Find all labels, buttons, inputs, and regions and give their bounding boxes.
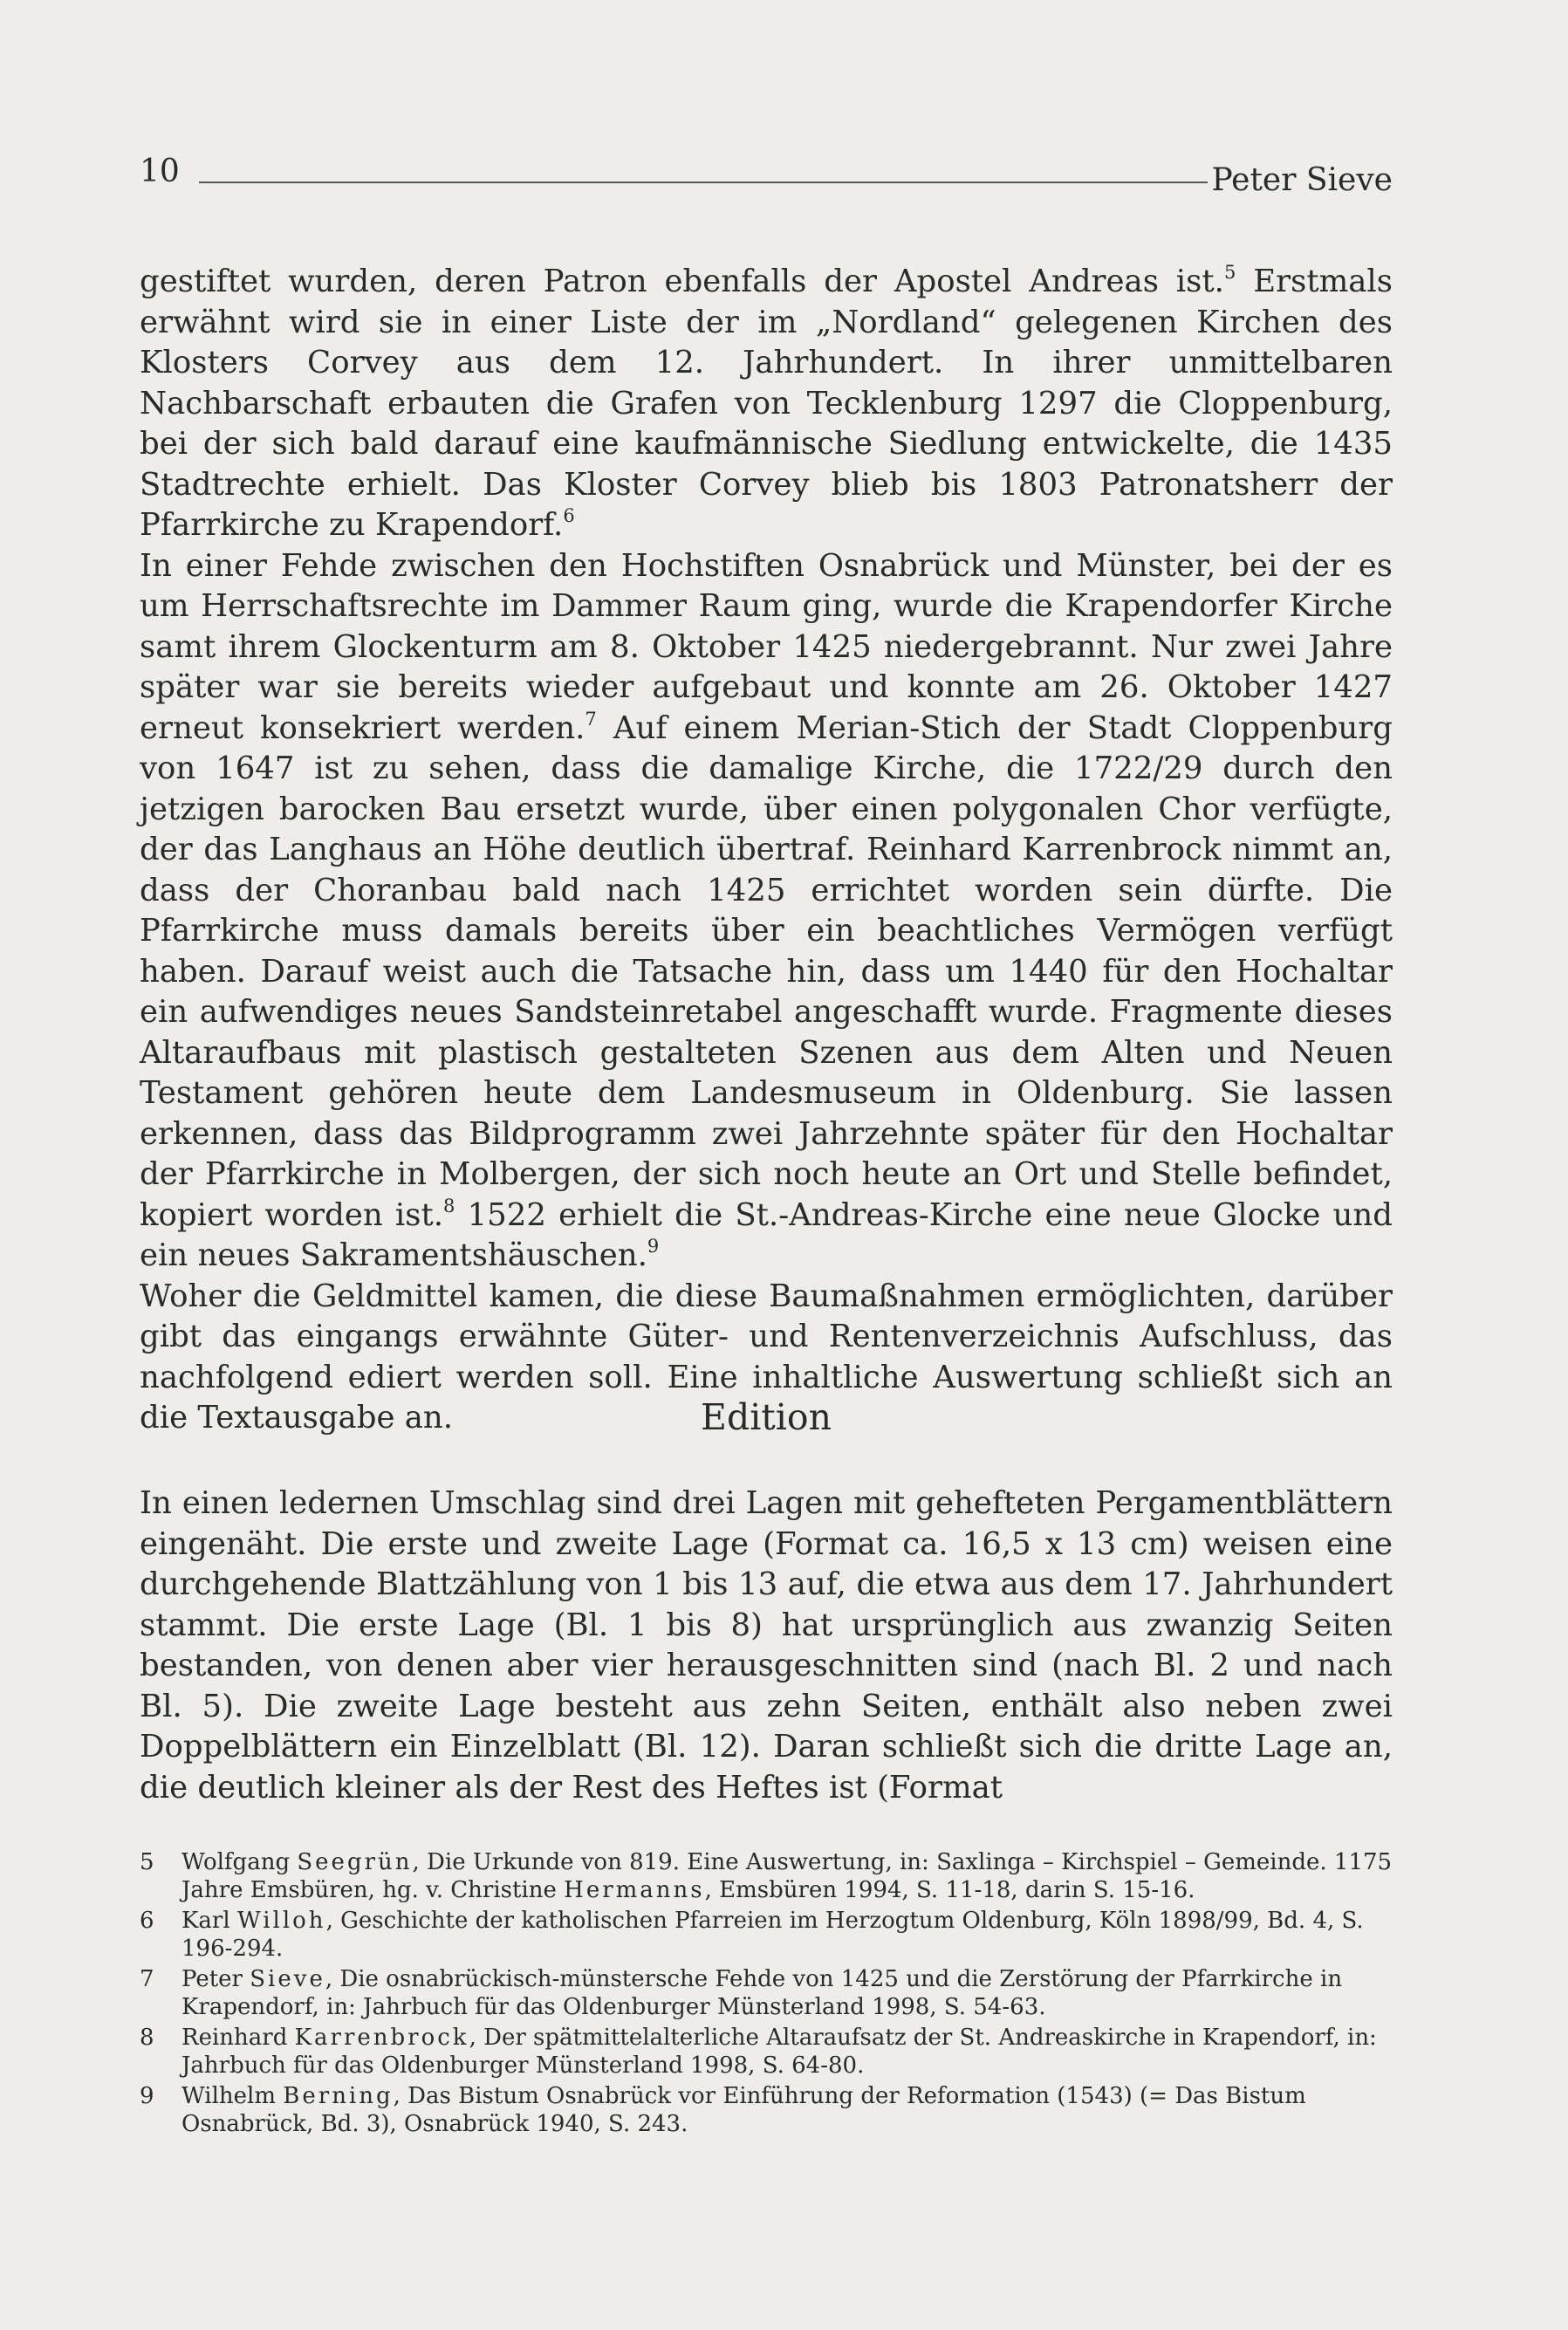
footnote-ref: 6 (563, 505, 575, 526)
fn-part: Wolfgang (181, 1849, 298, 1875)
paragraph-3: Woher die Geldmittel kamen, die diese Baumaßnahmen ermöglichten, darüber gibt das eingangs erwähnte Güter- und Rentenverzeichnis Aufschluss, das nachfolgend ediert werden soll. Eine inhaltliche Auswertung schließt sich an die Textausgabe an. (140, 1278, 1393, 1436)
fn-part: , Geschichte der katholischen Pfarreien im Herzogtum Oldenburg, Köln 1898/99, Bd. 4, S. 196-294. (181, 1908, 1364, 1962)
fn-part: , Das Bistum Osnabrück vor Einführung der Reformation (1543) (= Das Bistum Osnabrück, Bd. 3), Osnabrück 1940, S. 243. (181, 2083, 1306, 2137)
fn-part: , Emsbüren 1994, S. 11-18, darin S. 15-16. (704, 1877, 1195, 1903)
footnote-5 (140, 1848, 1393, 1904)
fn-part: , Der spätmittelalterliche Altaraufsatz der St. Andreaskirche in Krapendorf, in: Jahrbuch für das Oldenburger Münsterland 1998, S. 64-80. (181, 2025, 1377, 2079)
author-name: Karrenbrock (294, 2025, 469, 2051)
edition-paragraph: In einen ledernen Umschlag sind drei Lagen mit gehefteten Pergamentblättern eingenäht. Die erste und zweite Lage (Format ca. 16,5 x 13 cm) weisen eine durchgehende Blattzählung von 1 bis 13 auf, die etwa aus dem 17. Jahrhundert stammt. Die erste Lage (Bl. 1 bis 8) hat ursprünglich aus zwanzig Seiten bestanden, von denen aber vier herausgeschnitten sind (nach Bl. 2 und nach Bl. 5). Die zweite Lage besteht aus zehn Seiten, enthält also neben zwei Doppelblättern ein Einzelblatt (Bl. 12). Daran schließt sich die dritte Lage an, die deutlich kleiner als der Rest des Heftes ist (Format (140, 1485, 1393, 1806)
running-head: Peter Sieve (1211, 162, 1393, 198)
author-name: Seegrün (297, 1849, 413, 1875)
paragraph-1 (140, 262, 1393, 546)
fn-part: Peter (181, 1966, 250, 1992)
page-number: 10 (140, 154, 180, 189)
footnote-9 (140, 2082, 1393, 2138)
edition-text (140, 1484, 1393, 1808)
paragraph-2 (140, 546, 1393, 1277)
footnote-7 (140, 1965, 1393, 2021)
footnote-number: 7 (140, 1966, 154, 1992)
paragraph-text: Auf einem Merian-Stich der Stadt Cloppenburg von 1647 ist zu sehen, dass die damalige Kirche, die 1722/29 durch den jetzigen barocken Bau ersetzt wurde, über einen polygonalen Chor verfügte, der das Langhaus an Höhe deutlich übertraf. Reinhard Karrenbrock nimmt an, dass der Choranbau bald nach 1425 errichtet worden sein dürfte. Die Pfarrkirche muss damals bereits über ein beachtliches Vermögen verfügt haben. Darauf weist auch die Tatsache hin, dass um 1440 für den Hochaltar ein aufwendiges neues Sandsteinretabel angeschafft wurde. Fragmente dieses Altaraufbaus mit plastisch gestalteten Szenen aus dem Alten und Neuen Testament gehören heute dem Landesmuseum in Oldenburg. Sie lassen erkennen, dass das Bildprogramm zwei Jahrzehnte später für den Hochaltar der Pfarrkirche in Molbergen, der sich noch heute an Ort und Stelle befindet, kopiert worden ist. (140, 709, 1393, 1233)
footnotes (140, 1848, 1393, 2141)
fn-part: Reinhard (181, 2025, 295, 2051)
footnote-number: 8 (140, 2025, 154, 2051)
fn-part: , Die Urkunde von 819. Eine Auswertung, in: Saxlinga – Kirchspiel – Gemeinde. 1175 Jahre Emsbüren, hg. v. Christine (181, 1849, 1393, 1903)
fn-part: Wilhelm (181, 2083, 284, 2109)
paragraph-text: In einer Fehde zwischen den Hochstiften Osnabrück und Münster, bei der es um Herrschaftsrechte im Dammer Raum ging, wurde die Krapendorfer Kirche samt ihrem Glockenturm am 8. Oktober 1425 niedergebrannt. Nur zwei Jahre später war sie bereits wieder aufgebaut und konnte am 26. Oktober 1427 erneut konsekriert werden. (140, 547, 1393, 746)
section-heading: Edition (701, 1396, 832, 1438)
paragraph-text: Erstmals erwähnt wird sie in einer Liste der im „Nordland“ gelegenen Kirchen des Klosters Corvey aus dem 12. Jahrhundert. In ihrer unmittelbaren Nachbarschaft erbauten die Grafen von Tecklenburg 1297 die Cloppenburg, bei der sich bald darauf eine kaufmännische Siedlung entwickelte, die 1435 Stadtrechte erhielt. Das Kloster Corvey blieb bis 1803 Patronatsherr der Pfarrkirche zu Krapendorf. (140, 264, 1393, 543)
paragraph-text: 1522 erhielt die St.-Andreas-Kirche eine neue Glocke und ein neues Sakramentshäuschen. (140, 1196, 1393, 1273)
footnote-text (181, 1907, 1393, 1963)
footnote-text (181, 1848, 1393, 1904)
header-rule (199, 182, 1208, 183)
footnote-6 (140, 1907, 1393, 1963)
author-name: Willoh (236, 1908, 326, 1934)
author-name: Sieve (250, 1966, 325, 1992)
footnote-text (181, 2082, 1393, 2138)
footnote-text (181, 2024, 1393, 2080)
footnote-8 (140, 2024, 1393, 2080)
footnote-number: 5 (140, 1849, 154, 1875)
fn-part: , Die osnabrückisch-münstersche Fehde von 1425 und die Zerstörung der Pfarrkirche in Krapendorf, in: Jahrbuch für das Oldenburger Münsterland 1998, S. 54-63. (181, 1966, 1343, 2020)
footnote-text (181, 1965, 1393, 2021)
body-text (140, 262, 1393, 1439)
footnote-ref: 9 (647, 1236, 660, 1257)
paragraph-text: gestiftet wurden, deren Patron ebenfalls der Apostel Andreas ist. (140, 264, 1224, 299)
author-name: Berning (283, 2083, 394, 2109)
footnote-ref: 8 (443, 1195, 455, 1216)
footnote-number: 9 (140, 2083, 154, 2109)
footnote-ref: 7 (585, 708, 597, 730)
footnote-number: 6 (140, 1908, 154, 1934)
author-name: Hermanns (564, 1877, 705, 1903)
fn-part: Karl (181, 1908, 237, 1934)
footnote-ref: 5 (1223, 262, 1236, 283)
page-header (140, 154, 1393, 206)
